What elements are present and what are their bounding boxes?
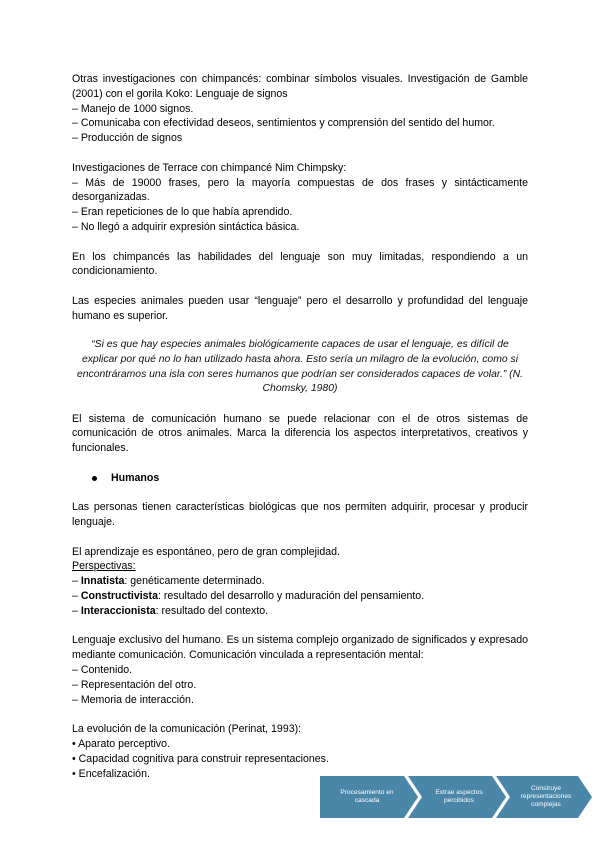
process-step-1 xyxy=(320,776,418,818)
process-diagram xyxy=(320,776,592,818)
intro-paragraph: Otras investigaciones con chimpancés: combinar símbolos visuales. Investigación de Gamble (2001) con el gorila Koko: Lenguaje de signos xyxy=(72,73,528,100)
list-item: – Manejo de 1000 signos. xyxy=(72,102,194,115)
perspectiva-item xyxy=(72,574,528,589)
perspectiva-item xyxy=(72,589,528,604)
list-item: • Capacidad cognitiva para construir representaciones. xyxy=(72,752,329,765)
list-item: • Encefalización. xyxy=(72,767,150,780)
list-item: – No llegó a adquirir expresión sintáctica básica. xyxy=(72,220,300,233)
perspectiva-term: Innatista xyxy=(80,575,125,588)
chomsky-quote: “Si es que hay especies animales biológicamente capaces de usar el lenguaje, es difícil de explicar por qué no lo han utilizado hasta ahora. Esto sería un milagro de la evolución, como si encontráramos una isla con seres humanos que podrían ser considerados capaces de volar.” (N. Chomsky, 1980) xyxy=(76,339,524,395)
process-step-label: Procesamiento en cascada xyxy=(340,789,394,804)
document-body xyxy=(72,72,528,781)
perspectiva-item xyxy=(72,604,528,619)
process-step-label: Extrae aspectos percibidos xyxy=(435,789,483,804)
bullet-icon xyxy=(92,476,97,481)
list-item: – Más de 19000 frases, pero la mayoría compuestas de dos frases y sintácticamente desorganizadas. xyxy=(72,176,528,204)
perspectiva-desc: : resultado del desarrollo y maduración del pensamiento. xyxy=(157,590,425,603)
perspectivas-label: Perspectivas: xyxy=(72,560,136,573)
list-item: • Aparato perceptivo. xyxy=(72,738,170,751)
process-step-2 xyxy=(408,776,506,818)
list-item: – Comunicaba con efectividad deseos, sentimientos y comprensión del sentido del humor. xyxy=(72,117,495,130)
process-step-3 xyxy=(496,776,592,818)
species-paragraph: Las especies animales pueden usar “lenguaje” pero el desarrollo y profundidad del lenguaje humano es superior. xyxy=(72,294,528,322)
process-step-label: Construye representaciones complejas xyxy=(520,785,572,808)
list-item: – Contenido. xyxy=(72,664,133,677)
perspectiva-term: Constructivista xyxy=(80,590,158,603)
perspectiva-desc: : genéticamente determinado. xyxy=(124,575,265,588)
list-item: – Representación del otro. xyxy=(72,678,197,691)
humanos-heading xyxy=(72,471,528,486)
lenguaje-paragraph: Lenguaje exclusivo del humano. Es un sistema complejo organizado de significados y expresado mediante comunicación. Comunicación vinculada a representación mental: xyxy=(72,634,528,662)
list-item: – Memoria de interacción. xyxy=(72,693,194,706)
terrace-title: Investigaciones de Terrace con chimpancé Nim Chimpsky: xyxy=(72,161,347,174)
personas-paragraph: Las personas tienen características biológicas que nos permiten adquirir, procesar y producir lenguaje. xyxy=(72,501,528,529)
system-paragraph: El sistema de comunicación humano se puede relacionar con el de otros sistemas de comunicación de otros animales. Marca la diferencia los aspectos interpretativos, creativos y funcionales. xyxy=(72,412,528,455)
dash: – xyxy=(72,590,81,603)
list-item: – Producción de signos xyxy=(72,132,183,145)
humanos-heading-text: Humanos xyxy=(111,471,160,484)
dash: – xyxy=(72,604,81,617)
dash: – xyxy=(72,575,81,588)
list-item: – Eran repeticiones de lo que había aprendido. xyxy=(72,206,293,219)
evolucion-title: La evolución de la comunicación (Perinat, 1993): xyxy=(72,723,302,736)
perspectiva-desc: : resultado del contexto. xyxy=(155,604,269,617)
chimps-paragraph: En los chimpancés las habilidades del lenguaje son muy limitadas, respondiendo a un condicionamiento. xyxy=(72,250,528,278)
aprendizaje-line: El aprendizaje es espontáneo, pero de gran complejidad. xyxy=(72,545,340,558)
perspectiva-term: Interaccionista xyxy=(80,604,156,617)
